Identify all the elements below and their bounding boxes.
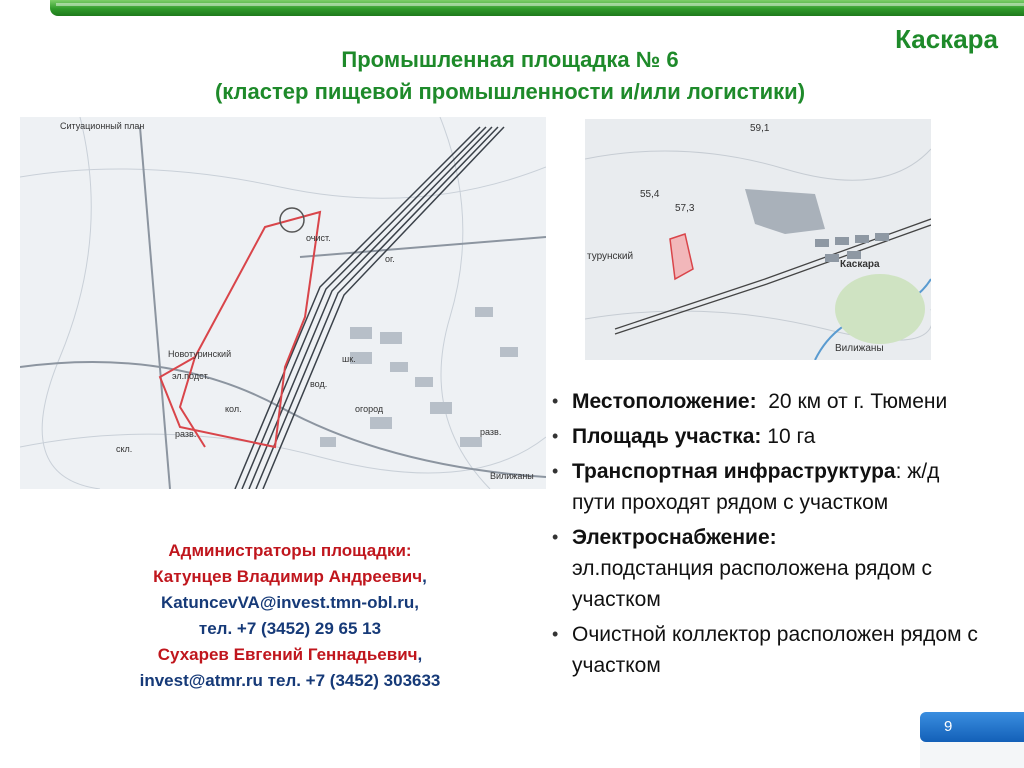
transport-label: Транспортная инфраструктура xyxy=(572,460,896,483)
administrator-1-name-line xyxy=(60,564,520,590)
administrator-1-comma: , xyxy=(422,567,427,586)
bullet-icon: • xyxy=(552,426,559,446)
administrator-1-phone: тел. +7 (3452) 29 65 13 xyxy=(198,619,382,638)
locality-map xyxy=(585,119,931,360)
map-right-label-height-1: 55,4 xyxy=(640,189,660,200)
situational-plan-map xyxy=(20,117,546,489)
page-number: 9 xyxy=(944,718,953,735)
map-left-label-col: кол. xyxy=(225,404,242,414)
sewage-value: Очистной коллектор расположен рядом с участком xyxy=(572,623,978,677)
location-label: Местоположение: xyxy=(572,390,757,413)
map-left-label-warehouse: скл. xyxy=(116,444,133,454)
administrators-heading: Администраторы площадки: xyxy=(168,541,412,560)
location-value: 20 км от г. Тюмени xyxy=(768,390,948,413)
map-left-label-settlement: Новотуринский xyxy=(168,349,232,359)
area-label: Площадь участка: xyxy=(572,425,762,448)
transport-value: : ж/д пути проходят рядом с участком xyxy=(572,460,940,514)
locality-map-drawing xyxy=(585,119,931,360)
header-bar-highlight xyxy=(56,3,1024,6)
info-item-location xyxy=(550,386,980,417)
power-value: эл.подстанция расположена рядом с участком xyxy=(572,557,933,611)
administrator-2-contact: invest@atmr.ru тел. +7 (3452) 303633 xyxy=(139,671,441,690)
administrator-1-email: KatuncevVA@invest.tmn-obl.ru, xyxy=(160,593,420,612)
info-item-transport xyxy=(550,456,980,518)
area-value: 10 га xyxy=(767,425,816,448)
map-right-label-height-3: 59,1 xyxy=(750,123,770,134)
bullet-icon: • xyxy=(552,391,559,411)
administrator-2-comma: , xyxy=(417,645,423,664)
title-line-1: Промышленная площадка № 6 xyxy=(341,47,679,72)
map-left-label-school: шк. xyxy=(342,354,356,364)
info-item-area xyxy=(550,421,980,452)
site-administrators xyxy=(60,538,520,694)
map-right-label-vilizhany: Вилижаны xyxy=(835,343,884,354)
region-name: Каскара xyxy=(895,24,998,54)
map-left-label-ruins-1: разв. xyxy=(175,429,197,439)
map-left-label-treatment: очист. xyxy=(306,233,331,243)
map-left-label-ruins-2: разв. xyxy=(480,427,502,437)
page-title xyxy=(40,44,980,108)
administrator-2-name: Сухарев Евгений Геннадьевич xyxy=(157,645,418,664)
administrator-2-name-line xyxy=(60,642,520,668)
map-right-label-turinsky: турунский xyxy=(587,251,634,262)
administrator-1-name: Катунцев Владимир Андреевич xyxy=(153,567,423,586)
situational-plan-drawing xyxy=(20,117,546,489)
map-left-heading: Ситуационный план xyxy=(60,121,145,131)
info-item-sewage xyxy=(550,619,980,681)
bullet-icon: • xyxy=(552,461,559,481)
map-left-label-vilizhany: Вилижаны xyxy=(490,471,534,481)
power-label: Электроснабжение: xyxy=(572,526,777,549)
site-info-list xyxy=(550,386,980,685)
bullet-icon: • xyxy=(552,624,559,644)
footer-strip xyxy=(920,742,1024,768)
info-item-power xyxy=(550,522,980,615)
map-left-label-garden-short: ог. xyxy=(385,254,395,264)
page-number-badge xyxy=(920,712,1024,742)
title-line-2: (кластер пищевой промышленности и/или логистики) xyxy=(214,79,806,104)
bullet-icon: • xyxy=(552,527,559,547)
map-right-label-height-2: 57,3 xyxy=(675,203,695,214)
map-right-label-kaskara: Каскара xyxy=(840,259,880,270)
map-left-label-garden: огород xyxy=(355,404,384,414)
map-left-label-substation: эл.подст. xyxy=(172,371,210,381)
map-left-label-water: вод. xyxy=(310,379,328,389)
